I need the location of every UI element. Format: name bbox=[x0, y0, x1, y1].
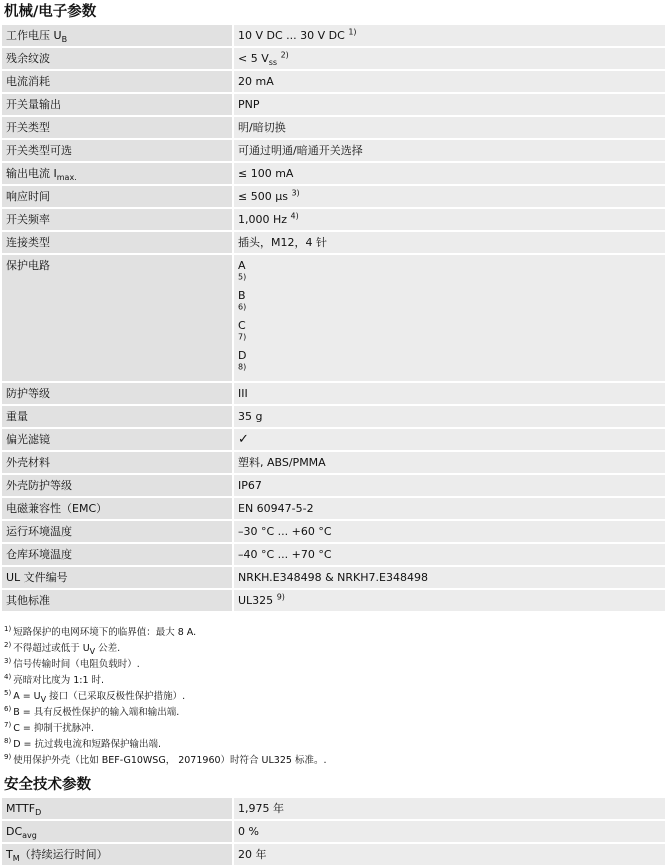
num-text: 8) bbox=[4, 736, 12, 745]
safety-params-table bbox=[2, 796, 665, 867]
text: 运行环境温度 bbox=[6, 525, 72, 538]
sub-text: avg bbox=[22, 831, 37, 841]
text: 开关类型可选 bbox=[6, 144, 72, 157]
table-row bbox=[2, 186, 665, 207]
text: B bbox=[238, 289, 246, 302]
text: –40 °C ... +70 °C bbox=[238, 548, 332, 561]
row-value bbox=[232, 25, 665, 46]
row-label bbox=[2, 140, 232, 161]
protection-circuit-item bbox=[238, 318, 661, 348]
row-value bbox=[232, 186, 665, 207]
text: 电磁兼容性（EMC） bbox=[6, 502, 108, 515]
text: –30 °C ... +60 °C bbox=[238, 525, 332, 538]
text: 1,000 Hz bbox=[238, 213, 288, 226]
text: 1,975 年 bbox=[238, 802, 284, 815]
table-row bbox=[2, 844, 665, 865]
table-row bbox=[2, 94, 665, 115]
text: 仓库环境温度 bbox=[6, 548, 72, 561]
text: 可通过明通/暗通开关选择 bbox=[238, 144, 363, 157]
text: 开关量输出 bbox=[6, 98, 61, 111]
text: 亮暗对比度为 1:1 时. bbox=[13, 675, 105, 686]
sup-text: 4) bbox=[290, 211, 299, 221]
text: 明/暗切换 bbox=[238, 121, 286, 134]
row-label bbox=[2, 117, 232, 138]
row-label bbox=[2, 544, 232, 565]
num-text: 9) bbox=[4, 752, 12, 761]
protection-circuit-item bbox=[238, 288, 661, 318]
protection-circuit-item bbox=[238, 258, 661, 288]
row-value bbox=[232, 232, 665, 253]
text: ≤ 500 µs bbox=[238, 190, 288, 203]
table-row bbox=[2, 48, 665, 69]
table-row bbox=[2, 209, 665, 230]
text: B = 具有反极性保护的输入端和输出端. bbox=[13, 707, 180, 718]
text: 电流消耗 bbox=[6, 75, 50, 88]
table-row bbox=[2, 383, 665, 404]
sub-text: ss bbox=[268, 58, 278, 68]
row-label bbox=[2, 48, 232, 69]
row-value bbox=[232, 452, 665, 473]
text: UL 文件编号 bbox=[6, 571, 68, 584]
text: 塑料, ABS/PMMA bbox=[238, 456, 326, 469]
text: A bbox=[238, 259, 246, 272]
table-row bbox=[2, 498, 665, 519]
text: 残余纹波 bbox=[6, 52, 50, 65]
row-label bbox=[2, 383, 232, 404]
sup-text: 6) bbox=[238, 302, 247, 312]
row-label bbox=[2, 429, 232, 450]
row-value bbox=[232, 71, 665, 92]
text: 10 V DC ... 30 V DC bbox=[238, 29, 345, 42]
mechanical-params-table bbox=[2, 23, 665, 613]
row-label bbox=[2, 232, 232, 253]
text: 重量 bbox=[6, 410, 28, 423]
footnote bbox=[4, 721, 665, 737]
text: 35 g bbox=[238, 410, 263, 423]
row-value bbox=[232, 590, 665, 611]
table-row bbox=[2, 255, 665, 381]
row-label bbox=[2, 209, 232, 230]
table-row bbox=[2, 117, 665, 138]
footnote bbox=[4, 625, 665, 641]
text: 防护等级 bbox=[6, 387, 50, 400]
row-value bbox=[232, 521, 665, 542]
text: 20 年 bbox=[238, 848, 267, 861]
text: D = 抗过载电流和短路保护输出端. bbox=[13, 739, 162, 750]
text: 开关频率 bbox=[6, 213, 50, 226]
text: 偏光滤镜 bbox=[6, 433, 50, 446]
table-row bbox=[2, 406, 665, 427]
row-label bbox=[2, 498, 232, 519]
text: C = 抑制干扰脉冲. bbox=[13, 723, 94, 734]
row-value bbox=[232, 567, 665, 588]
table-row bbox=[2, 821, 665, 842]
text: PNP bbox=[238, 98, 260, 111]
text: 不得超过或低于 U bbox=[13, 643, 90, 654]
section-title-mechanical: 机械/电子参数 bbox=[4, 4, 97, 20]
table-row bbox=[2, 544, 665, 565]
row-value bbox=[232, 48, 665, 69]
table-row bbox=[2, 25, 665, 46]
text: 其他标准 bbox=[6, 594, 50, 607]
num-text: 2) bbox=[4, 640, 12, 649]
row-label bbox=[2, 821, 232, 842]
row-value bbox=[232, 117, 665, 138]
text: < 5 V bbox=[238, 52, 269, 65]
footnote bbox=[4, 737, 665, 753]
protection-circuit-item bbox=[238, 348, 661, 378]
row-label bbox=[2, 590, 232, 611]
text: 0 % bbox=[238, 825, 259, 838]
num-text: 4) bbox=[4, 672, 12, 681]
text: T bbox=[6, 848, 13, 861]
row-value bbox=[232, 383, 665, 404]
row-value bbox=[232, 475, 665, 496]
row-label bbox=[2, 255, 232, 381]
row-label bbox=[2, 406, 232, 427]
row-label bbox=[2, 475, 232, 496]
row-value bbox=[232, 209, 665, 230]
footnote bbox=[4, 641, 665, 657]
table-row bbox=[2, 140, 665, 161]
sup-text: 2) bbox=[280, 50, 289, 60]
text: A = U bbox=[13, 691, 41, 702]
table-row bbox=[2, 452, 665, 473]
sub-text: V bbox=[40, 694, 47, 704]
row-label bbox=[2, 186, 232, 207]
table-row bbox=[2, 429, 665, 450]
text: 插头，M12，4 针 bbox=[238, 236, 327, 249]
footnote bbox=[4, 673, 665, 689]
table-row bbox=[2, 475, 665, 496]
row-label bbox=[2, 163, 232, 184]
footnote bbox=[4, 705, 665, 721]
text: （持续运行时间） bbox=[19, 848, 108, 861]
table-row bbox=[2, 71, 665, 92]
row-value bbox=[232, 94, 665, 115]
row-value bbox=[232, 429, 665, 450]
row-value bbox=[232, 255, 665, 381]
text: DC bbox=[6, 825, 23, 838]
footnote bbox=[4, 657, 665, 673]
text: 外壳防护等级 bbox=[6, 479, 72, 492]
row-value bbox=[232, 798, 665, 819]
text: UL325 bbox=[238, 594, 274, 607]
text: 公差. bbox=[95, 643, 121, 654]
row-label bbox=[2, 25, 232, 46]
sub-text: V bbox=[89, 646, 96, 656]
num-text: 5) bbox=[4, 688, 12, 697]
sup-text: 8) bbox=[238, 362, 247, 372]
row-value bbox=[232, 406, 665, 427]
text: D bbox=[238, 349, 247, 362]
sup-text: 9) bbox=[276, 592, 285, 602]
row-label bbox=[2, 798, 232, 819]
table-row bbox=[2, 232, 665, 253]
num-text: 7) bbox=[4, 720, 12, 729]
text: 连接类型 bbox=[6, 236, 50, 249]
row-value bbox=[232, 544, 665, 565]
sub-text: max. bbox=[56, 173, 77, 183]
text: ≤ 100 mA bbox=[238, 167, 294, 180]
table-row bbox=[2, 798, 665, 819]
text: IP67 bbox=[238, 479, 262, 492]
text: 短路保护的电网环境下的临界值：最大 8 A. bbox=[13, 627, 197, 638]
footnote bbox=[4, 689, 665, 705]
section-title-safety: 安全技术参数 bbox=[4, 777, 91, 793]
text: C bbox=[238, 319, 246, 332]
sup-text: 3) bbox=[291, 188, 300, 198]
row-label bbox=[2, 452, 232, 473]
text: 信号传输时间（电阻负载时）. bbox=[13, 659, 140, 670]
sub-text: B bbox=[61, 35, 68, 45]
text: 20 mA bbox=[238, 75, 274, 88]
text: 响应时间 bbox=[6, 190, 50, 203]
table-row bbox=[2, 567, 665, 588]
row-value bbox=[232, 163, 665, 184]
check-text: ✓ bbox=[238, 432, 249, 447]
sup-text: 7) bbox=[238, 332, 247, 342]
table-row bbox=[2, 521, 665, 542]
text: 接口（已采取反极性保护措施）. bbox=[46, 691, 186, 702]
sup-text: 5) bbox=[238, 272, 247, 282]
text: EN 60947-5-2 bbox=[238, 502, 314, 515]
text: 保护电路 bbox=[6, 259, 50, 272]
text: 外壳材料 bbox=[6, 456, 50, 469]
text: MTTF bbox=[6, 802, 36, 815]
num-text: 3) bbox=[4, 656, 12, 665]
row-label bbox=[2, 567, 232, 588]
num-text: 1) bbox=[4, 624, 12, 633]
text: 开关类型 bbox=[6, 121, 50, 134]
sub-text: M bbox=[12, 854, 20, 864]
row-value bbox=[232, 844, 665, 865]
row-label bbox=[2, 521, 232, 542]
text: NRKH.E348498 & NRKH7.E348498 bbox=[238, 571, 428, 584]
row-value bbox=[232, 498, 665, 519]
footnotes bbox=[4, 625, 665, 769]
row-value bbox=[232, 140, 665, 161]
sup-text: 1) bbox=[348, 27, 357, 37]
num-text: 6) bbox=[4, 704, 12, 713]
text: 使用保护外壳（比如 BEF-G10WSG， 2071960）时符合 UL325 标准。. bbox=[13, 755, 327, 766]
row-label bbox=[2, 94, 232, 115]
text: III bbox=[238, 387, 248, 400]
row-label bbox=[2, 844, 232, 865]
row-label bbox=[2, 71, 232, 92]
sub-text: D bbox=[35, 808, 42, 818]
row-value bbox=[232, 821, 665, 842]
text: 输出电流 I bbox=[6, 167, 57, 180]
text: 工作电压 U bbox=[6, 29, 62, 42]
footnote bbox=[4, 753, 665, 769]
table-row bbox=[2, 163, 665, 184]
table-row bbox=[2, 590, 665, 611]
